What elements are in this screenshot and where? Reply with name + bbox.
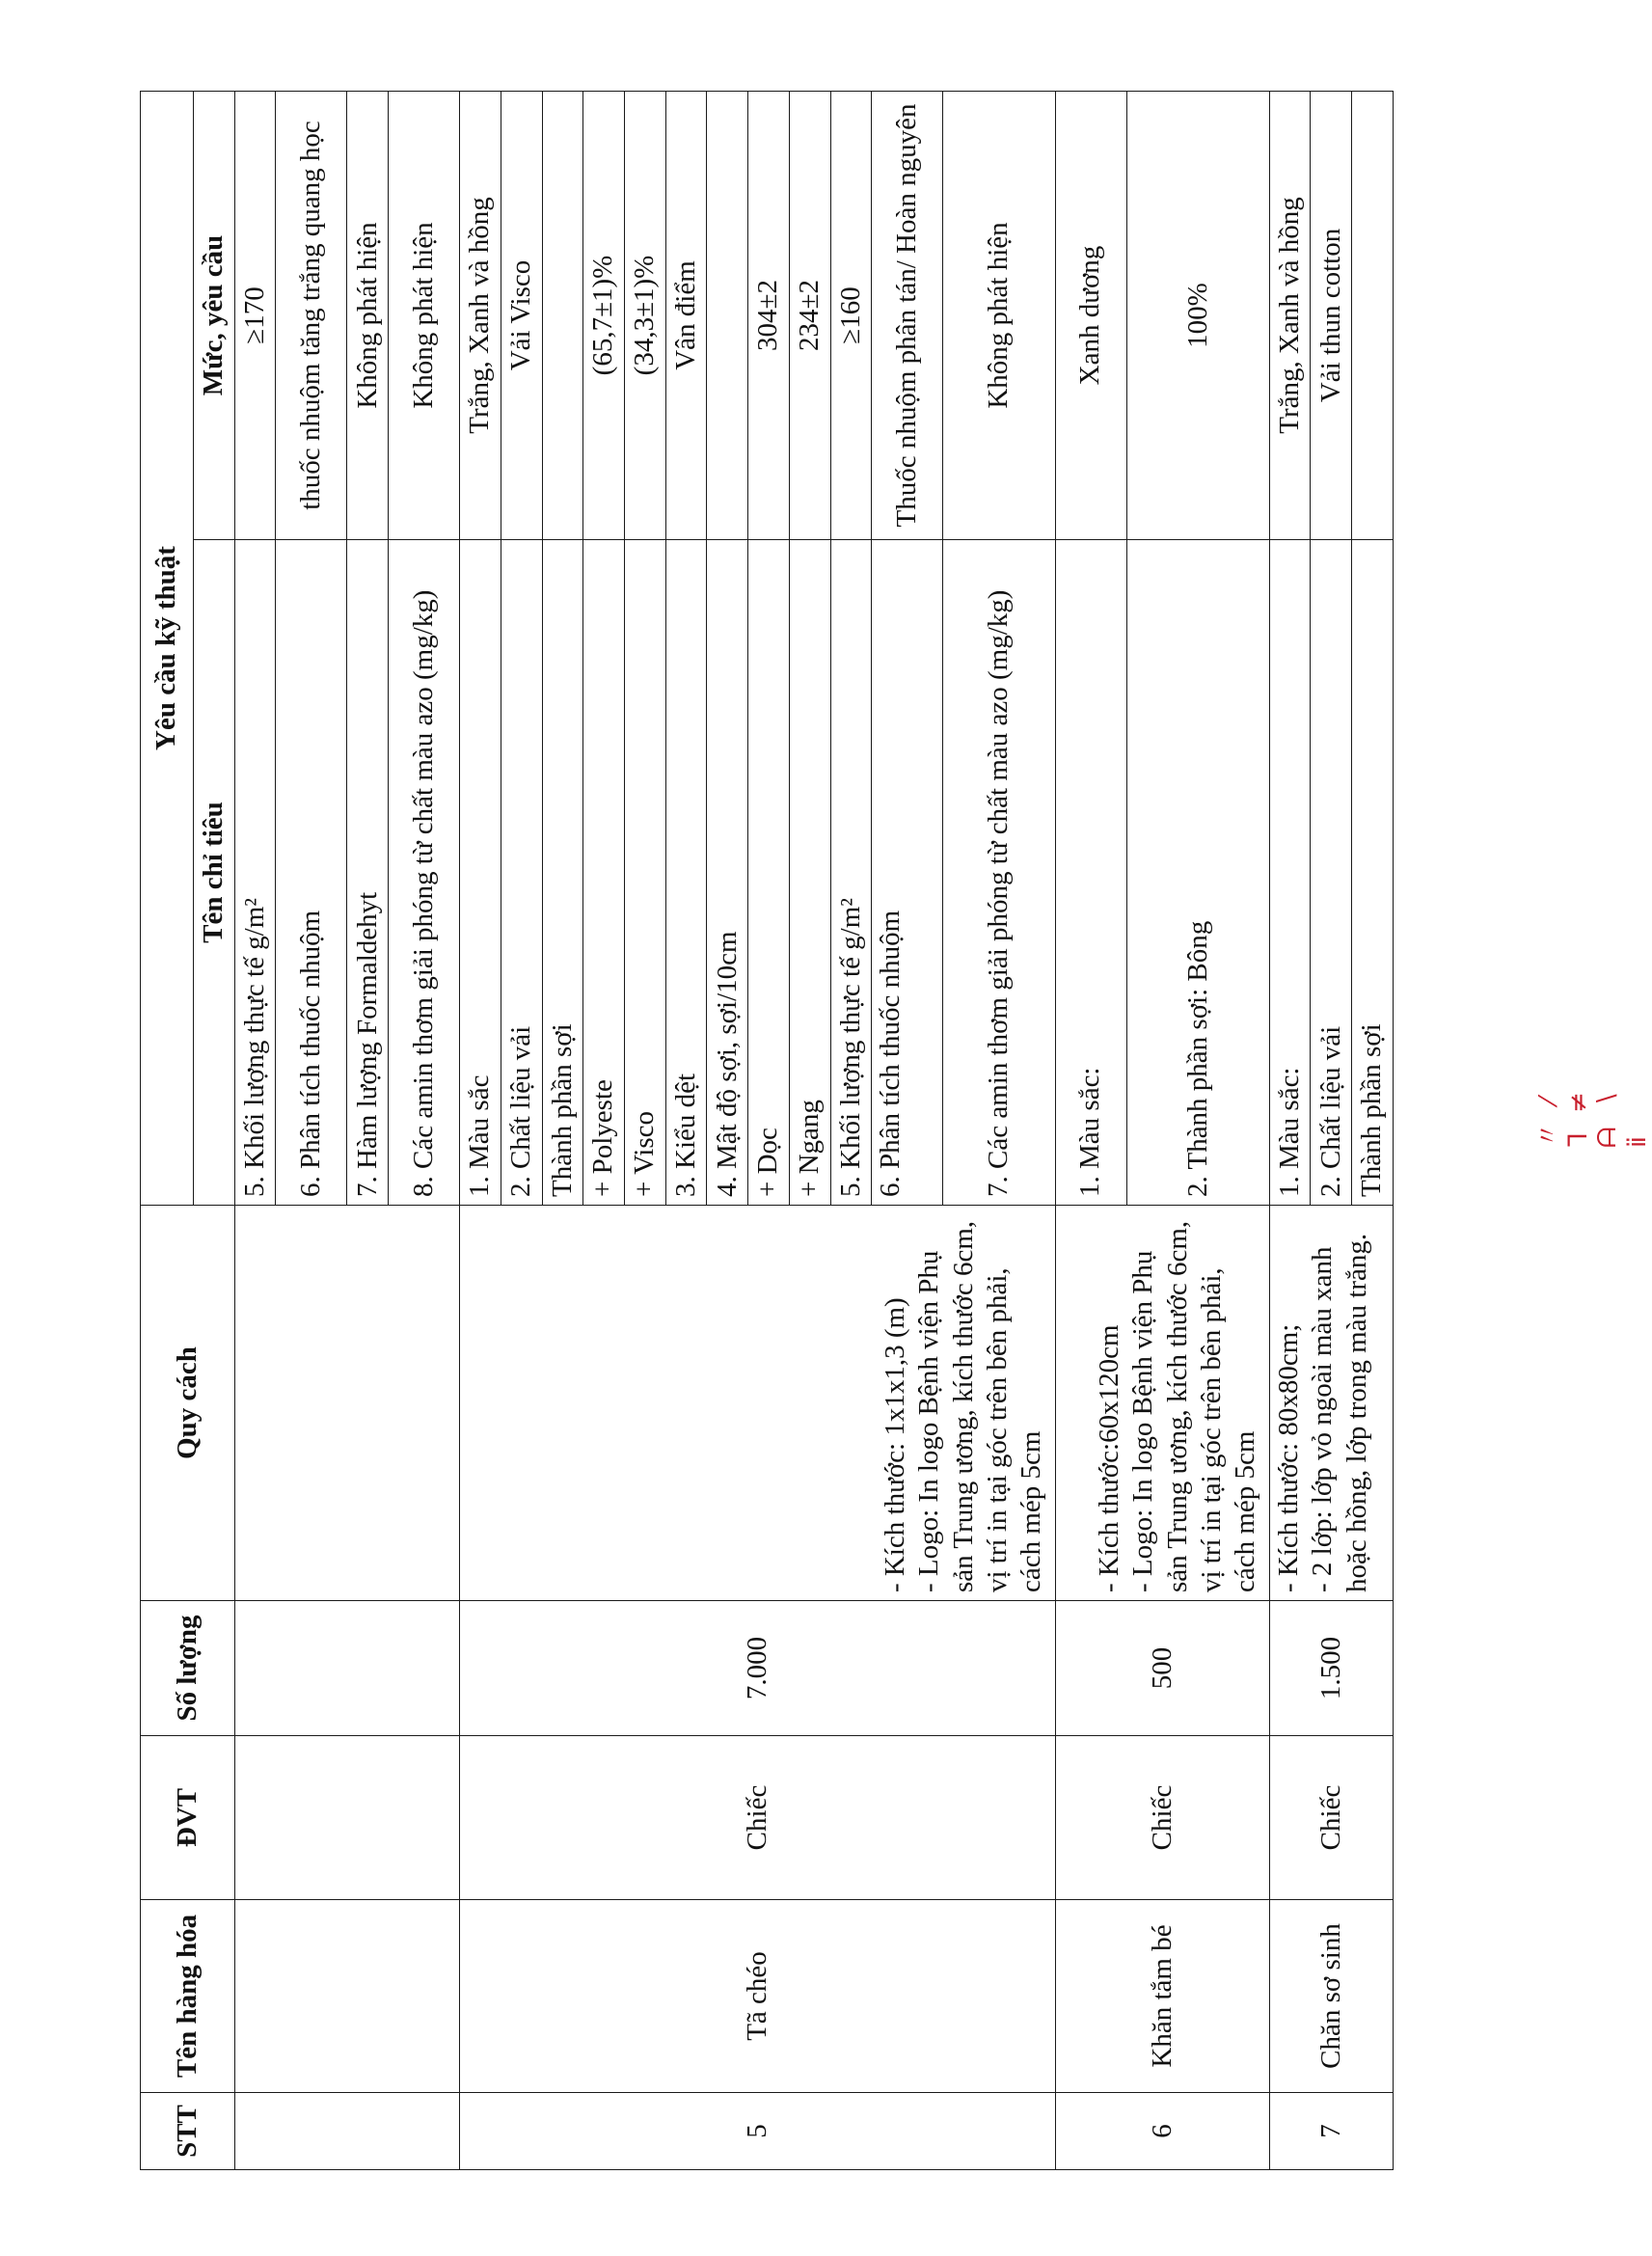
criterion-label: 1. Màu sắc: (1055, 540, 1126, 1206)
criterion-value: (65,7±1)% (583, 92, 625, 540)
table-row (1269, 92, 1311, 2170)
quy-cach-cell-prev (234, 1206, 460, 1601)
header-ten-chi-tieu: Tên chỉ tiêu (194, 540, 235, 1206)
criterion-value: 100% (1126, 92, 1269, 540)
criterion-value: 304±2 (748, 92, 790, 540)
criterion-label: Thành phần sợi (1352, 540, 1394, 1206)
criterion-label: 8. Các amin thơm giải phóng từ chất màu azo (mg/kg) (389, 540, 460, 1206)
stt-cell: 5 (460, 2093, 1055, 2170)
criterion-label: 1. Màu sắc: (1269, 540, 1311, 1206)
criterion-value (707, 92, 748, 540)
criterion-label: 3. Kiểu dệt (665, 540, 707, 1206)
quantity-cell: 1.500 (1269, 1601, 1393, 1736)
quantity-cell: 7.000 (460, 1601, 1055, 1736)
criterion-value (1352, 92, 1394, 540)
header-ten-hang-hoa: Tên hàng hóa (141, 1900, 235, 2093)
spec-cell: - Kích thước:60x120cm - Logo: In logo Bệnh viện Phụ sản Trung ương, kích thước 6cm, vị trí in tại góc trên bên phải, cách mép 5cm (1055, 1206, 1269, 1601)
criterion-label: + Visco (625, 540, 666, 1206)
criterion-label: 6. Phân tích thuốc nhuộm (276, 540, 347, 1206)
criterion-label: 2. Chất liệu vải (501, 540, 542, 1206)
criterion-value: ≥160 (830, 92, 872, 540)
unit-cell: Chiếc (1055, 1736, 1269, 1900)
stamp-scribble-mark: 〃 ⁄ ᒣ ≠ ᗩ ∖ ⅱ (1534, 1085, 1652, 1148)
header-quy-cach: Quy cách (141, 1206, 235, 1601)
header-yeu-cau-ky-thuat: Yêu cầu kỹ thuật (141, 92, 194, 1206)
criterion-value: Không phát hiện (943, 92, 1055, 540)
table-row (460, 92, 501, 2170)
criterion-value: 234±2 (789, 92, 830, 540)
criterion-label: 6. Phân tích thuốc nhuộm (872, 540, 943, 1206)
rotated-table-wrapper (140, 92, 1394, 2170)
technical-requirements-table (140, 91, 1394, 2170)
quantity-cell: 500 (1055, 1601, 1269, 1736)
criterion-label: 7. Hàm lượng Formaldehyt (347, 540, 389, 1206)
criterion-value: Không phát hiện (347, 92, 389, 540)
criterion-value: Vải thun cotton (1311, 92, 1352, 540)
criterion-label: 2. Chất liệu vải (1311, 540, 1352, 1206)
qty-cell-prev (234, 1601, 460, 1736)
table-row (1055, 92, 1126, 2170)
criterion-value: thuốc nhuộm tăng trắng quang học (276, 92, 347, 540)
criterion-label: 5. Khối lượng thực tế g/m² (234, 540, 276, 1206)
criterion-value: (34,3±1)% (625, 92, 666, 540)
criterion-value: ≥170 (234, 92, 276, 540)
product-name-cell: Tã chéo (460, 1900, 1055, 2093)
header-dvt: ĐVT (141, 1736, 235, 1900)
criterion-value: Trắng, Xanh và hồng (1269, 92, 1311, 540)
criterion-value: Vải Visco (501, 92, 542, 540)
header-muc-yeu-cau: Mức, yêu cầu (194, 92, 235, 540)
product-name-cell: Chăn sơ sinh (1269, 1900, 1393, 2093)
product-name-cell: Khăn tắm bé (1055, 1900, 1269, 2093)
criterion-label: Thành phần sợi (542, 540, 583, 1206)
criterion-label: + Dọc (748, 540, 790, 1206)
criterion-value: Xanh dương (1055, 92, 1126, 540)
criterion-label: + Polyeste (583, 540, 625, 1206)
criterion-value: Thuốc nhuộm phân tán/ Hoàn nguyên (872, 92, 943, 540)
criterion-value: Không phát hiện (389, 92, 460, 540)
stt-cell: 6 (1055, 2093, 1269, 2170)
criterion-label: 4. Mật độ sợi, sợi/10cm (707, 540, 748, 1206)
criterion-value (542, 92, 583, 540)
unit-cell: Chiếc (1269, 1736, 1393, 1900)
criterion-label: 5. Khối lượng thực tế g/m² (830, 540, 872, 1206)
criterion-value: Trắng, Xanh và hồng (460, 92, 501, 540)
criterion-label: 1. Màu sắc (460, 540, 501, 1206)
criterion-label: 2. Thành phần sợi: Bông (1126, 540, 1269, 1206)
stt-cell-prev (234, 2093, 460, 2170)
spec-cell: - Kích thước: 80x80cm; - 2 lớp: lớp vỏ ngoài màu xanh hoặc hồng, lớp trong màu trắng. (1269, 1206, 1393, 1601)
criterion-value: Vân điểm (665, 92, 707, 540)
header-row (141, 92, 194, 2170)
criterion-label: + Ngang (789, 540, 830, 1206)
stt-cell: 7 (1269, 2093, 1393, 2170)
unit-cell: Chiếc (460, 1736, 1055, 1900)
criterion-label: 7. Các amin thơm giải phóng từ chất màu azo (mg/kg) (943, 540, 1055, 1206)
table-row (234, 92, 276, 2170)
header-so-luong: Số lượng (141, 1601, 235, 1736)
name-cell-prev (234, 1900, 460, 2093)
dvt-cell-prev (234, 1736, 460, 1900)
header-stt: STT (141, 2093, 235, 2170)
spec-cell: - Kích thước: 1x1x1,3 (m) - Logo: In logo Bệnh viện Phụ sản Trung ương, kích thước 6cm, vị trí in tại góc trên bên phải, cách mép 5cm (460, 1206, 1055, 1601)
